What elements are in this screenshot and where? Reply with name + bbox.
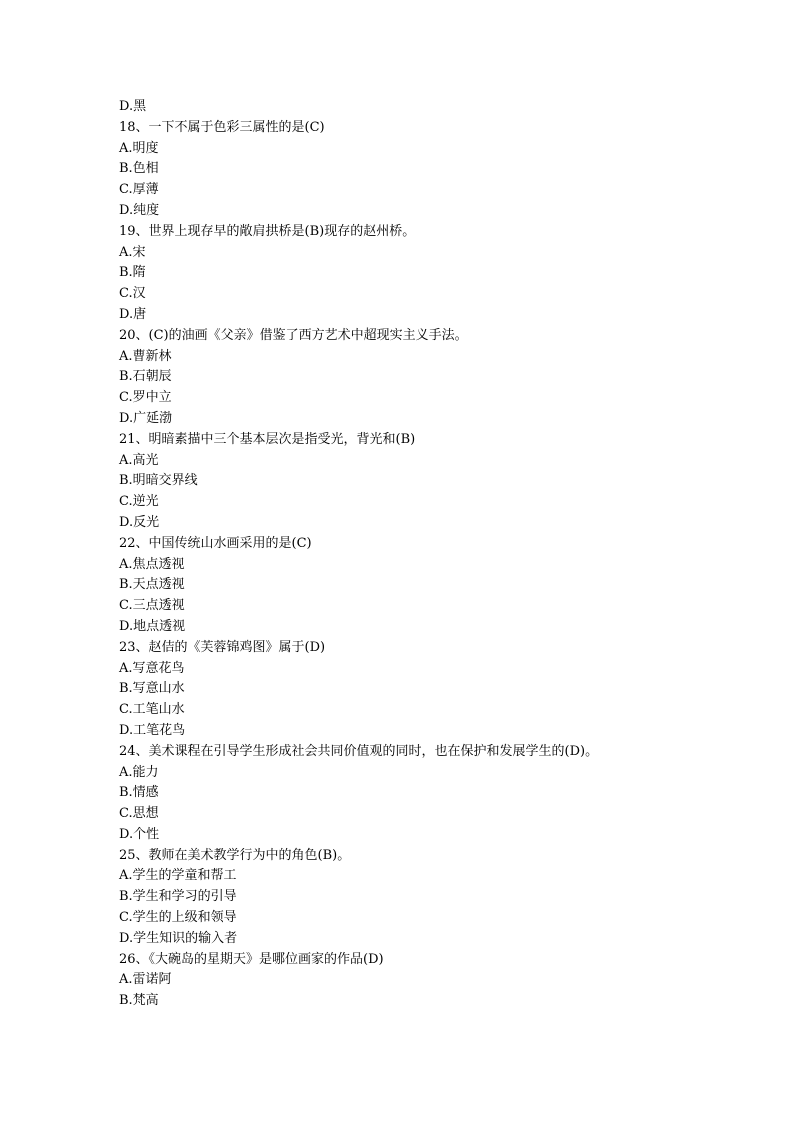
option-line: B.明暗交界线 [119,473,198,489]
option-line: A.学生的学童和帮工 [119,868,237,884]
option-line: D.广延渤 [119,410,173,426]
option-line: A.宋 [119,244,146,260]
option-line: C.三点透视 [119,598,185,614]
question-line: 18、一下不属于色彩三属性的是(C) [119,119,325,135]
option-line: C.工笔山水 [119,702,185,718]
question-line: 20、(C)的油画《父亲》借鉴了西方艺术中超现实主义手法。 [119,327,468,343]
option-line: C.逆光 [119,494,159,510]
option-line: D.黑 [119,99,147,114]
option-line: A.能力 [119,764,159,780]
question-line: 26、《大碗岛的星期天》是哪位画家的作品(D) [119,951,384,967]
option-line: D.反光 [119,514,160,530]
question-line: 19、世界上现存早的敞肩拱桥是(B)现存的赵州桥。 [119,223,416,239]
question-line: 25、教师在美术教学行为中的角色(B)。 [119,847,351,863]
option-line: A.明度 [119,140,159,156]
option-line: B.色相 [119,161,159,177]
option-line: C.厚薄 [119,182,159,198]
option-line: D.工笔花鸟 [119,722,186,738]
option-line: C.罗中立 [119,390,172,406]
question-line: 22、中国传统山水画采用的是(C) [119,535,312,551]
option-line: B.情感 [119,785,159,801]
option-line: D.唐 [119,306,147,322]
option-line: C.思想 [119,806,159,822]
option-line: A.雷诺阿 [119,972,172,988]
option-line: C.学生的上级和领导 [119,910,237,926]
option-line: B.写意山水 [119,681,185,697]
option-line: B.梵高 [119,993,159,1009]
option-line: D.个性 [119,826,160,842]
option-line: B.天点透视 [119,577,185,593]
question-line: 21、明暗素描中三个基本层次是指受光，背光和(B) [119,431,416,447]
option-line: D.地点透视 [119,618,186,634]
option-line: B.石朝辰 [119,369,172,385]
option-line: D.学生知识的输入者 [119,930,238,946]
question-line: 23、赵佶的《芙蓉锦鸡图》属于(D) [119,639,326,655]
option-line: A.高光 [119,452,159,468]
question-list [119,97,719,1012]
option-line: D.纯度 [119,202,160,218]
question-line: 24、美术课程在引导学生形成社会共同价值观的同时，也在保护和发展学生的(D)。 [119,743,599,759]
option-line: A.写意花鸟 [119,660,185,676]
option-line: B.学生和学习的引导 [119,889,237,905]
option-line: C.汉 [119,286,146,302]
option-line: B.隋 [119,265,146,281]
option-line: A.焦点透视 [119,556,185,572]
option-line: A.曹新林 [119,348,172,364]
